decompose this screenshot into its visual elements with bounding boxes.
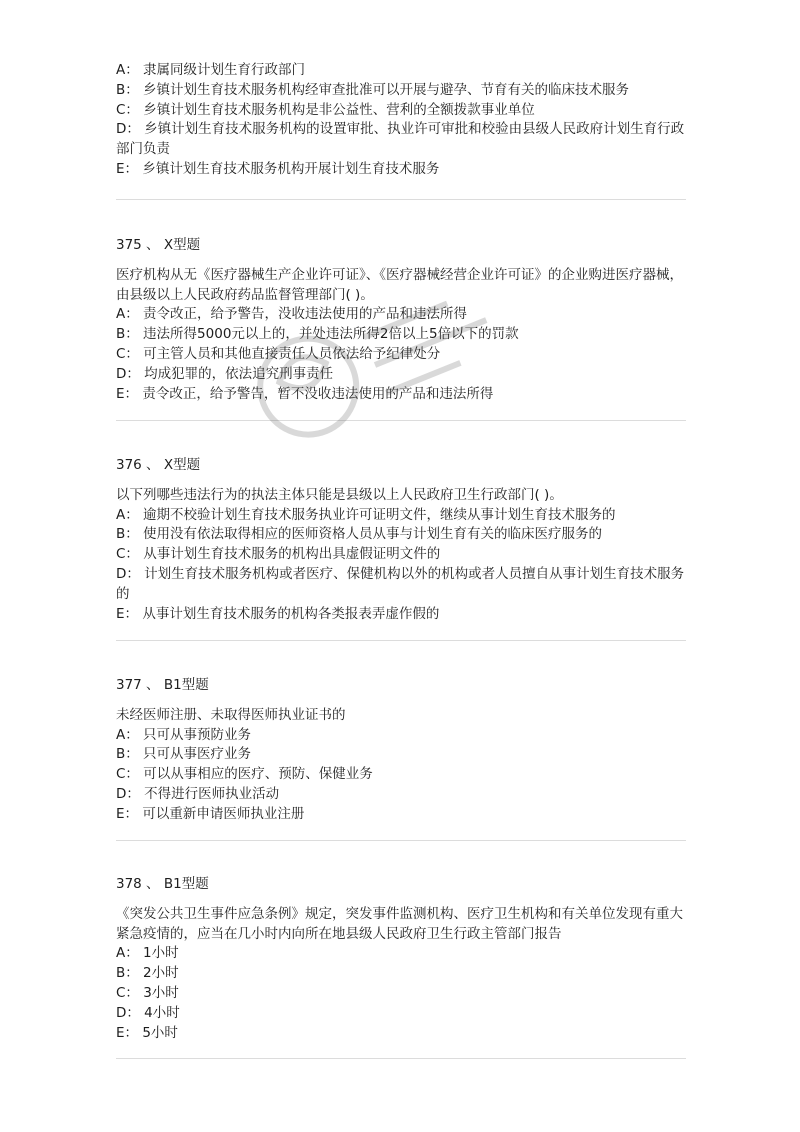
question-header: 378 、 B1型题 — [116, 876, 209, 892]
option-b: B： 违法所得5000元以上的，并处违法所得2倍以上5倍以下的罚款 — [116, 326, 519, 343]
question-stem: 未经医师注册、未取得医师执业证书的 — [116, 706, 346, 723]
divider — [116, 640, 686, 641]
question-377 — [116, 676, 686, 825]
option-e: E： 可以重新申请医师执业注册 — [116, 805, 305, 822]
option-c: C： 3小时 — [116, 984, 179, 1001]
option-a: A： 隶属同级计划生育行政部门 — [116, 62, 306, 78]
option-c: C： 乡镇计划生育技术服务机构是非公益性、营利的全额拨款事业单位 — [116, 101, 535, 118]
question-378 — [116, 875, 686, 1043]
divider — [116, 420, 686, 421]
option-e: E： 乡镇计划生育技术服务机构开展计划生育技术服务 — [116, 160, 440, 177]
option-e: E： 从事计划生育技术服务的机构各类报表弄虚作假的 — [116, 605, 440, 622]
question-stem: 医疗机构从无《医疗器械生产企业许可证》、《医疗器械经营企业许可证》的企业购进医疗器械，由县级以上人民政府药品监督管理部门( )。 — [116, 266, 683, 303]
question-stem: 《突发公共卫生事件应急条例》规定，突发事件监测机构、医疗卫生机构和有关单位发现有重大紧急疫情的，应当在几小时内向所在地县级人民政府卫生行政主管部门报告 — [116, 905, 683, 942]
question-stem: 以下列哪些违法行为的执法主体只能是县级以上人民政府卫生行政部门( )。 — [116, 486, 563, 503]
divider — [116, 1058, 686, 1059]
option-d: D： 不得进行医师执业活动 — [116, 785, 280, 802]
option-e: E： 责令改正，给予警告，暂不没收违法使用的产品和违法所得 — [116, 385, 494, 402]
question-375 — [116, 236, 686, 404]
option-e: E： 5小时 — [116, 1024, 178, 1041]
question-376 — [116, 456, 686, 624]
option-c: C： 可主管人员和其他直接责任人员依法给予纪律处分 — [116, 345, 441, 362]
option-b: B： 2小时 — [116, 965, 179, 982]
option-d: D： 均成犯罪的，依法追究刑事责任 — [116, 365, 334, 382]
option-a: A： 1小时 — [116, 945, 179, 962]
question-374 — [116, 61, 686, 180]
option-b: B： 使用没有依法取得相应的医师资格人员从事与计划生育有关的临床医疗服务的 — [116, 526, 603, 543]
option-a: A： 逾期不校验计划生育技术服务执业许可证明文件，继续从事计划生育技术服务的 — [116, 506, 616, 523]
question-header: 377 、 B1型题 — [116, 677, 209, 693]
option-c: C： 可以从事相应的医疗、预防、保健业务 — [116, 766, 373, 783]
option-d: D： 乡镇计划生育技术服务机构的设置审批、执业许可审批和校验由县级人民政府计划生育行政部门负责 — [116, 121, 685, 158]
option-b: B： 只可从事医疗业务 — [116, 746, 252, 763]
option-b: B： 乡镇计划生育技术服务机构经审查批准可以开展与避孕、节育有关的临床技术服务 — [116, 81, 630, 98]
divider — [116, 199, 686, 200]
option-c: C： 从事计划生育技术服务的机构出具虚假证明文件的 — [116, 546, 441, 563]
option-d: D： 计划生育技术服务机构或者医疗、保健机构以外的机构或者人员擅自从事计划生育技术服务的 — [116, 565, 685, 602]
option-a: A： 责令改正，给予警告，没收违法使用的产品和违法所得 — [116, 306, 468, 323]
option-d: D： 4小时 — [116, 1004, 180, 1021]
question-header: 375 、 X型题 — [116, 237, 201, 253]
option-a: A： 只可从事预防业务 — [116, 726, 252, 743]
divider — [116, 840, 686, 841]
question-header: 376 、 X型题 — [116, 457, 201, 473]
